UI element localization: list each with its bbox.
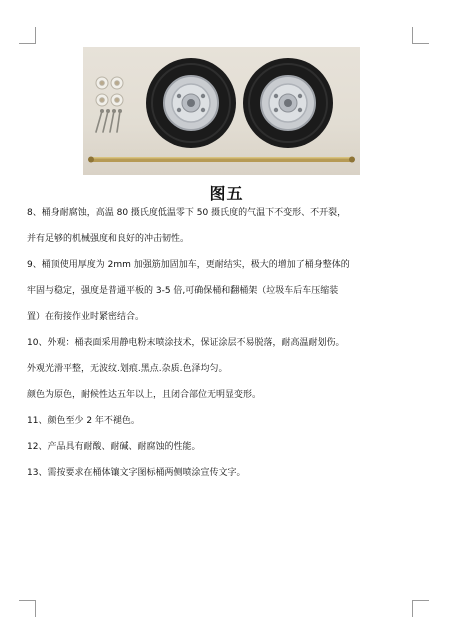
wheel-right [243,58,333,148]
paragraph-item-9 [27,259,425,324]
text-line: 置）在衔接作业时紧密结合。 [27,312,145,322]
text-line: 外观光滑平整，无波纹.划痕.黑点.杂质.色泽均匀。 [27,364,228,374]
paragraph-item-8 [27,207,425,246]
pin-4 [117,111,120,132]
margin-mark-top-right [412,27,429,44]
text-line: 13、需按要求在桶体镶文字图标桶两侧喷涂宣传文字。 [27,468,246,478]
pin-1 [96,111,102,132]
figure-caption: 图五 [209,184,244,203]
paragraph-item-12 [27,441,425,454]
text-line: 12、产品具有耐酸、耐碱、耐腐蚀的性能。 [27,442,201,452]
text-line: 颜色为原色，耐候性达五年以上，且闭合部位无明显变形。 [27,390,262,400]
paragraph-item-13 [27,467,425,480]
text-line: 牢固与稳定，强度是普通平板的 3-5 倍,可确保桶和翻桶架（垃圾车后车压缩装 [27,286,339,296]
wheel-left [146,58,236,148]
text-line: 9、桶顶使用厚度为 2mm 加强筋加固加车，更耐结实，极大的增加了桶身整体的 [27,260,350,270]
pin-2 [103,111,108,132]
text-line: 11、颜色至少 2 年不褪色。 [27,416,140,426]
text-line: 8、桶身耐腐蚀，高温 80 摄氏度低温零下 50 摄氏度的气温下不变形、不开裂， [27,208,347,218]
washers-group [96,77,123,106]
text-line: 10、外观：桶表面采用静电粉末喷涂技术，保证涂层不易脱落，耐高温耐划伤。 [27,338,345,348]
product-photo-wheels-axle [83,47,360,175]
cotter-pins-group [96,111,120,132]
text-line: 并有足够的机械强度和良好的冲击韧性。 [27,234,190,244]
margin-mark-bottom-left [19,600,36,617]
margin-mark-top-left [19,27,36,44]
axle-rod [88,157,355,163]
document-body [27,207,425,480]
paragraph-item-10 [27,337,425,402]
paragraph-item-11 [27,415,425,428]
margin-mark-bottom-right [412,600,429,617]
pin-3 [110,111,114,132]
